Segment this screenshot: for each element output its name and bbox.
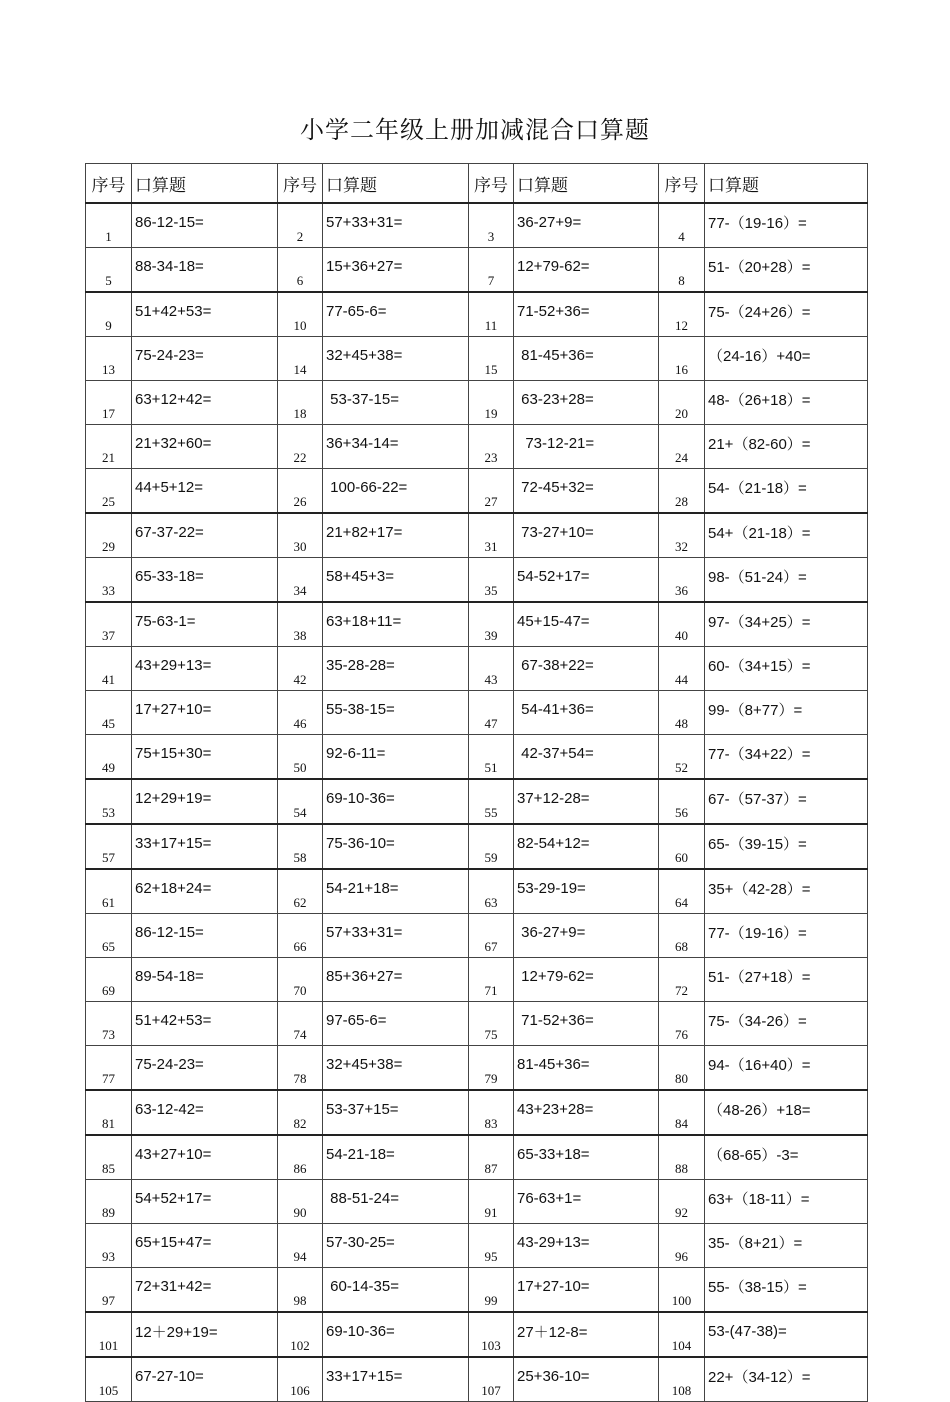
problem-number: 78 xyxy=(278,1046,323,1091)
problem-expression: 35+（42-28）= xyxy=(705,869,868,914)
problem-expression: 36-27+9= xyxy=(514,914,659,958)
problem-number: 66 xyxy=(278,914,323,958)
table-row xyxy=(86,381,868,425)
problem-expression: 43+27+10= xyxy=(132,1135,278,1180)
problem-expression: 72-45+32= xyxy=(514,469,659,514)
problem-number: 33 xyxy=(86,558,132,603)
problem-number: 11 xyxy=(469,292,514,337)
problem-number: 76 xyxy=(659,1002,705,1046)
table-row xyxy=(86,914,868,958)
problem-number: 85 xyxy=(86,1135,132,1180)
problem-number: 31 xyxy=(469,513,514,558)
header-index: 序号 xyxy=(86,164,132,204)
problem-expression: 76-63+1= xyxy=(514,1180,659,1224)
problem-expression: 97-65-6= xyxy=(323,1002,469,1046)
table-row xyxy=(86,958,868,1002)
header-problem: 口算题 xyxy=(323,164,469,204)
problem-number: 98 xyxy=(278,1268,323,1313)
problem-expression: 71-52+36= xyxy=(514,292,659,337)
problem-number: 22 xyxy=(278,425,323,469)
problem-expression: 21+（82-60）= xyxy=(705,425,868,469)
problem-expression: 35-（8+21）= xyxy=(705,1224,868,1268)
problem-number: 29 xyxy=(86,513,132,558)
problem-number: 75 xyxy=(469,1002,514,1046)
problem-expression: 57+33+31= xyxy=(323,914,469,958)
problem-expression: 48-（26+18）= xyxy=(705,381,868,425)
problem-expression: 63+18+11= xyxy=(323,602,469,647)
table-row xyxy=(86,602,868,647)
problem-number: 64 xyxy=(659,869,705,914)
table-row xyxy=(86,292,868,337)
problem-expression: 36+34-14= xyxy=(323,425,469,469)
table-row xyxy=(86,869,868,914)
table-row xyxy=(86,558,868,603)
problem-number: 37 xyxy=(86,602,132,647)
problem-number: 95 xyxy=(469,1224,514,1268)
problem-expression: 54-41+36= xyxy=(514,691,659,735)
problem-expression: 36-27+9= xyxy=(514,203,659,248)
table-row xyxy=(86,1180,868,1224)
header-problem: 口算题 xyxy=(705,164,868,204)
problem-number: 51 xyxy=(469,735,514,780)
problem-number: 79 xyxy=(469,1046,514,1091)
problem-expression: 73-12-21= xyxy=(514,425,659,469)
problem-expression: 51-（27+18）= xyxy=(705,958,868,1002)
problem-expression: 35-28-28= xyxy=(323,647,469,691)
problem-number: 53 xyxy=(86,779,132,824)
problem-expression: 81-45+36= xyxy=(514,337,659,381)
problem-number: 82 xyxy=(278,1090,323,1135)
problem-number: 62 xyxy=(278,869,323,914)
problem-number: 87 xyxy=(469,1135,514,1180)
problem-number: 14 xyxy=(278,337,323,381)
problem-expression: 77-65-6= xyxy=(323,292,469,337)
problem-expression: 88-34-18= xyxy=(132,248,278,293)
problem-number: 35 xyxy=(469,558,514,603)
problem-expression: 67-38+22= xyxy=(514,647,659,691)
problem-expression: 12+79-62= xyxy=(514,248,659,293)
problem-expression: 65-33-18= xyxy=(132,558,278,603)
problem-number: 25 xyxy=(86,469,132,514)
problem-number: 46 xyxy=(278,691,323,735)
problem-number: 13 xyxy=(86,337,132,381)
problem-number: 17 xyxy=(86,381,132,425)
problem-expression: 57-30-25= xyxy=(323,1224,469,1268)
problem-number: 84 xyxy=(659,1090,705,1135)
table-row xyxy=(86,1002,868,1046)
problem-expression: 37+12-28= xyxy=(514,779,659,824)
problem-number: 44 xyxy=(659,647,705,691)
problem-number: 1 xyxy=(86,203,132,248)
problem-expression: 65-（39-15）= xyxy=(705,824,868,869)
problem-number: 67 xyxy=(469,914,514,958)
problem-expression: 33+17+15= xyxy=(323,1357,469,1402)
problem-expression: 63-12-42= xyxy=(132,1090,278,1135)
problem-number: 23 xyxy=(469,425,514,469)
problem-expression: 54-21+18= xyxy=(323,869,469,914)
problem-number: 30 xyxy=(278,513,323,558)
problem-expression: 75-63-1= xyxy=(132,602,278,647)
problem-number: 24 xyxy=(659,425,705,469)
problem-expression: 86-12-15= xyxy=(132,203,278,248)
problem-number: 54 xyxy=(278,779,323,824)
problem-number: 38 xyxy=(278,602,323,647)
problem-number: 74 xyxy=(278,1002,323,1046)
header-index: 序号 xyxy=(278,164,323,204)
problem-expression: 100-66-22= xyxy=(323,469,469,514)
table-row xyxy=(86,691,868,735)
problem-number: 63 xyxy=(469,869,514,914)
arithmetic-table xyxy=(85,163,868,1402)
table-row xyxy=(86,1312,868,1357)
problem-number: 92 xyxy=(659,1180,705,1224)
problem-number: 93 xyxy=(86,1224,132,1268)
problem-number: 108 xyxy=(659,1357,705,1402)
problem-number: 8 xyxy=(659,248,705,293)
problem-expression: 77-（34+22）= xyxy=(705,735,868,780)
problem-number: 94 xyxy=(278,1224,323,1268)
problem-number: 19 xyxy=(469,381,514,425)
table-row xyxy=(86,1224,868,1268)
problem-expression: 32+45+38= xyxy=(323,1046,469,1091)
problem-number: 50 xyxy=(278,735,323,780)
problem-expression: 63+（18-11）= xyxy=(705,1180,868,1224)
problem-expression: 97-（34+25）= xyxy=(705,602,868,647)
problem-expression: 27＋12-8= xyxy=(514,1312,659,1357)
problem-number: 101 xyxy=(86,1312,132,1357)
problem-number: 90 xyxy=(278,1180,323,1224)
problem-number: 41 xyxy=(86,647,132,691)
problem-number: 7 xyxy=(469,248,514,293)
problem-number: 65 xyxy=(86,914,132,958)
problem-expression: 43+29+13= xyxy=(132,647,278,691)
problem-number: 34 xyxy=(278,558,323,603)
problem-expression: 65+15+47= xyxy=(132,1224,278,1268)
problem-expression: 22+（34-12）= xyxy=(705,1357,868,1402)
problem-expression: 57+33+31= xyxy=(323,203,469,248)
problem-number: 58 xyxy=(278,824,323,869)
problem-number: 83 xyxy=(469,1090,514,1135)
problem-number: 15 xyxy=(469,337,514,381)
problem-number: 80 xyxy=(659,1046,705,1091)
table-row xyxy=(86,425,868,469)
problem-number: 57 xyxy=(86,824,132,869)
problem-expression: 51+42+53= xyxy=(132,1002,278,1046)
table-row xyxy=(86,248,868,293)
problem-number: 43 xyxy=(469,647,514,691)
problem-number: 105 xyxy=(86,1357,132,1402)
problem-number: 32 xyxy=(659,513,705,558)
problem-expression: 42-37+54= xyxy=(514,735,659,780)
problem-expression: 21+32+60= xyxy=(132,425,278,469)
problem-expression: 54+52+17= xyxy=(132,1180,278,1224)
problem-expression: 85+36+27= xyxy=(323,958,469,1002)
problem-expression: 75-36-10= xyxy=(323,824,469,869)
problem-expression: 54-52+17= xyxy=(514,558,659,603)
problem-number: 103 xyxy=(469,1312,514,1357)
problem-expression: 69-10-36= xyxy=(323,1312,469,1357)
problem-expression: 33+17+15= xyxy=(132,824,278,869)
problem-number: 100 xyxy=(659,1268,705,1313)
problem-expression: 77-（19-16）= xyxy=(705,914,868,958)
problem-expression: 67-37-22= xyxy=(132,513,278,558)
header-problem: 口算题 xyxy=(132,164,278,204)
problem-expression: 12＋29+19= xyxy=(132,1312,278,1357)
problem-number: 73 xyxy=(86,1002,132,1046)
problem-number: 3 xyxy=(469,203,514,248)
problem-expression: 72+31+42= xyxy=(132,1268,278,1313)
problem-expression: 71-52+36= xyxy=(514,1002,659,1046)
table-row xyxy=(86,1090,868,1135)
problem-number: 18 xyxy=(278,381,323,425)
problem-expression: 86-12-15= xyxy=(132,914,278,958)
problem-expression: 75-（34-26）= xyxy=(705,1002,868,1046)
problem-expression: 12+79-62= xyxy=(514,958,659,1002)
table-row xyxy=(86,337,868,381)
problem-number: 107 xyxy=(469,1357,514,1402)
problem-number: 88 xyxy=(659,1135,705,1180)
problem-expression: （48-26）+18= xyxy=(705,1090,868,1135)
problem-expression: 25+36-10= xyxy=(514,1357,659,1402)
problem-number: 12 xyxy=(659,292,705,337)
table-row xyxy=(86,1135,868,1180)
table-row xyxy=(86,647,868,691)
problem-expression: 12+29+19= xyxy=(132,779,278,824)
table-row xyxy=(86,513,868,558)
problem-number: 60 xyxy=(659,824,705,869)
problem-number: 99 xyxy=(469,1268,514,1313)
problem-expression: 55-38-15= xyxy=(323,691,469,735)
problem-expression: 51-（20+28）= xyxy=(705,248,868,293)
problem-expression: 89-54-18= xyxy=(132,958,278,1002)
problem-number: 56 xyxy=(659,779,705,824)
problem-number: 16 xyxy=(659,337,705,381)
problem-number: 9 xyxy=(86,292,132,337)
problem-expression: 75-24-23= xyxy=(132,337,278,381)
problem-number: 10 xyxy=(278,292,323,337)
problem-expression: 58+45+3= xyxy=(323,558,469,603)
problem-expression: 55-（38-15）= xyxy=(705,1268,868,1313)
problem-expression: 98-（51-24）= xyxy=(705,558,868,603)
problem-number: 4 xyxy=(659,203,705,248)
table-row xyxy=(86,203,868,248)
problem-expression: 17+27+10= xyxy=(132,691,278,735)
problem-expression: 77-（19-16）= xyxy=(705,203,868,248)
problem-number: 104 xyxy=(659,1312,705,1357)
problem-expression: 45+15-47= xyxy=(514,602,659,647)
problem-expression: 51+42+53= xyxy=(132,292,278,337)
problem-expression: 75-24-23= xyxy=(132,1046,278,1091)
problem-number: 61 xyxy=(86,869,132,914)
table-row xyxy=(86,735,868,780)
problem-number: 69 xyxy=(86,958,132,1002)
problem-expression: 60-（34+15）= xyxy=(705,647,868,691)
problem-expression: 99-（8+77）= xyxy=(705,691,868,735)
problem-expression: 15+36+27= xyxy=(323,248,469,293)
table-row xyxy=(86,1268,868,1313)
problem-expression: 67-（57-37）= xyxy=(705,779,868,824)
problem-number: 21 xyxy=(86,425,132,469)
problem-number: 55 xyxy=(469,779,514,824)
table-row xyxy=(86,1046,868,1091)
problem-expression: 17+27-10= xyxy=(514,1268,659,1313)
problem-expression: 44+5+12= xyxy=(132,469,278,514)
problem-number: 45 xyxy=(86,691,132,735)
problem-number: 36 xyxy=(659,558,705,603)
problem-expression: 53-37-15= xyxy=(323,381,469,425)
problem-number: 70 xyxy=(278,958,323,1002)
problem-number: 27 xyxy=(469,469,514,514)
problem-expression: 65-33+18= xyxy=(514,1135,659,1180)
problem-expression: 53-(47-38)= xyxy=(705,1312,868,1357)
problem-number: 47 xyxy=(469,691,514,735)
table-row xyxy=(86,1357,868,1402)
table-row xyxy=(86,824,868,869)
problem-number: 49 xyxy=(86,735,132,780)
problem-number: 52 xyxy=(659,735,705,780)
header-index: 序号 xyxy=(659,164,705,204)
problem-expression: 81-45+36= xyxy=(514,1046,659,1091)
problem-expression: 54+（21-18）= xyxy=(705,513,868,558)
problem-expression: 75-（24+26）= xyxy=(705,292,868,337)
problem-number: 97 xyxy=(86,1268,132,1313)
problem-number: 77 xyxy=(86,1046,132,1091)
problem-number: 71 xyxy=(469,958,514,1002)
problem-number: 40 xyxy=(659,602,705,647)
problem-expression: 82-54+12= xyxy=(514,824,659,869)
problem-expression: 75+15+30= xyxy=(132,735,278,780)
problem-expression: 60-14-35= xyxy=(323,1268,469,1313)
header-problem: 口算题 xyxy=(514,164,659,204)
problem-expression: 63-23+28= xyxy=(514,381,659,425)
problem-number: 96 xyxy=(659,1224,705,1268)
problem-number: 6 xyxy=(278,248,323,293)
problem-expression: 54-21-18= xyxy=(323,1135,469,1180)
table-row xyxy=(86,779,868,824)
problem-expression: 67-27-10= xyxy=(132,1357,278,1402)
problem-expression: 21+82+17= xyxy=(323,513,469,558)
problem-number: 42 xyxy=(278,647,323,691)
problem-number: 86 xyxy=(278,1135,323,1180)
problem-number: 91 xyxy=(469,1180,514,1224)
problem-expression: 43-29+13= xyxy=(514,1224,659,1268)
problem-number: 2 xyxy=(278,203,323,248)
problem-expression: 88-51-24= xyxy=(323,1180,469,1224)
problem-expression: 43+23+28= xyxy=(514,1090,659,1135)
problem-number: 28 xyxy=(659,469,705,514)
problem-expression: 94-（16+40）= xyxy=(705,1046,868,1091)
problem-number: 26 xyxy=(278,469,323,514)
problem-expression: 62+18+24= xyxy=(132,869,278,914)
problem-expression: 92-6-11= xyxy=(323,735,469,780)
problem-number: 5 xyxy=(86,248,132,293)
problem-expression: 53-37+15= xyxy=(323,1090,469,1135)
problem-number: 68 xyxy=(659,914,705,958)
problem-expression: 54-（21-18）= xyxy=(705,469,868,514)
table-header-row xyxy=(86,164,868,204)
problem-number: 39 xyxy=(469,602,514,647)
problem-expression: （24-16）+40= xyxy=(705,337,868,381)
problem-number: 106 xyxy=(278,1357,323,1402)
problem-expression: 32+45+38= xyxy=(323,337,469,381)
table-row xyxy=(86,469,868,514)
problem-number: 81 xyxy=(86,1090,132,1135)
header-index: 序号 xyxy=(469,164,514,204)
problem-expression: 63+12+42= xyxy=(132,381,278,425)
problem-number: 20 xyxy=(659,381,705,425)
problem-number: 72 xyxy=(659,958,705,1002)
problem-number: 102 xyxy=(278,1312,323,1357)
problem-expression: （68-65）-3= xyxy=(705,1135,868,1180)
problem-number: 59 xyxy=(469,824,514,869)
problem-expression: 73-27+10= xyxy=(514,513,659,558)
problem-number: 89 xyxy=(86,1180,132,1224)
problem-expression: 53-29-19= xyxy=(514,869,659,914)
problem-number: 48 xyxy=(659,691,705,735)
page-title: 小学二年级上册加减混合口算题 xyxy=(300,116,650,144)
problem-expression: 69-10-36= xyxy=(323,779,469,824)
